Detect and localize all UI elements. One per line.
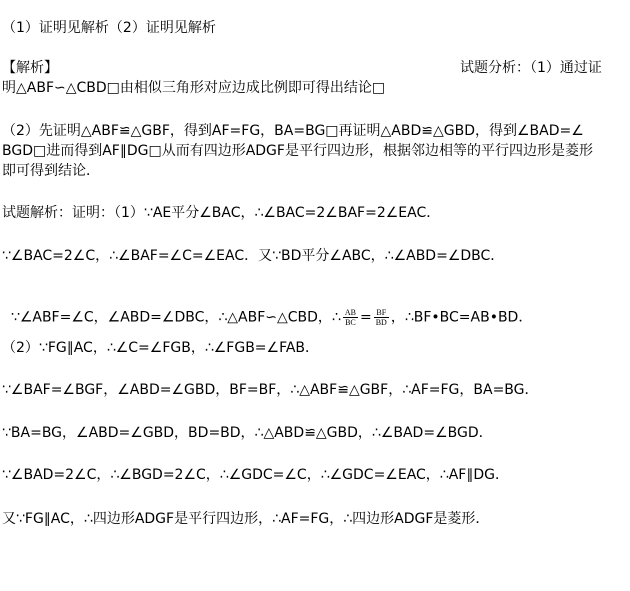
answer-summary: （1）证明见解析（2）证明见解析: [2, 20, 216, 36]
fraction-equals: =: [359, 309, 372, 326]
analysis-label: 试题分析：（1）通过证: [460, 60, 602, 76]
solution-line-5: ∵∠BAF=∠BGF，∠ABD=∠GBD，BF=BF，∴△ABF≌△GBF，∴AF=FG，BA=BG．: [2, 382, 539, 398]
solution-line-7: ∵∠BAD=2∠C，∴∠BGD=2∠C，∴∠GDC=∠C，∴∠GDC=∠EAC，∴AF∥DG．: [2, 467, 509, 483]
analysis-tag: 【解析】: [2, 60, 58, 76]
solution-line-3: [2, 290, 532, 327]
solution-line-2: ∵∠BAC=2∠C，∴∠BAF=∠C=∠EAC．又∵BD平分∠ABC，∴∠ABD=∠DBC．: [2, 248, 505, 264]
analysis-line-3: BGD□进而得到AF∥DG□从而有四边形ADGF是平行四边形，根据邻边相等的平行四边形是菱形: [2, 143, 593, 159]
analysis-line-4: 即可得到结论．: [2, 163, 100, 179]
fraction-bf-bd-numerator: BF: [374, 308, 389, 318]
fraction-ab-bc: [343, 308, 358, 327]
solution-line-3-end: ，∴BF•BC=AB•BD．: [390, 309, 533, 326]
solution-line-6: ∵BA=BG，∠ABD=∠GBD，BD=BD，∴△ABD≌△GBD，∴∠BAD=∠BGD．: [2, 425, 493, 441]
fraction-ab-bc-numerator: AB: [344, 308, 356, 317]
solution-line-8: 又∵FG∥AC，∴四边形ADGF是平行四边形，∴AF=FG，∴四边形ADGF是菱形．: [2, 511, 490, 527]
fraction-bf-bd-denominator: BD: [375, 318, 387, 327]
solution-line-4: （2）∵FG∥AC，∴∠C=∠FGB，∴∠FGB=∠FAB．: [2, 340, 320, 356]
solution-line-1: 试题解析：证明：（1）∵AE平分∠BAC，∴∠BAC=2∠BAF=2∠EAC．: [2, 205, 441, 221]
fraction-ab-bc-denominator: BC: [345, 318, 356, 327]
analysis-line-2: （2）先证明△ABF≌△GBF，得到AF=FG，BA=BG□再证明△ABD≌△GBD，得到∠BAD=∠: [2, 123, 584, 139]
fraction-bf-bd: [374, 308, 389, 327]
solution-line-3-start: ∵∠ABF=∠C，∠ABD=∠DBC，∴△ABF∽△CBD，∴: [10, 309, 341, 326]
analysis-line-1: 明△ABF∽△CBD□由相似三角形对应边成比例即可得出结论□: [2, 80, 386, 96]
